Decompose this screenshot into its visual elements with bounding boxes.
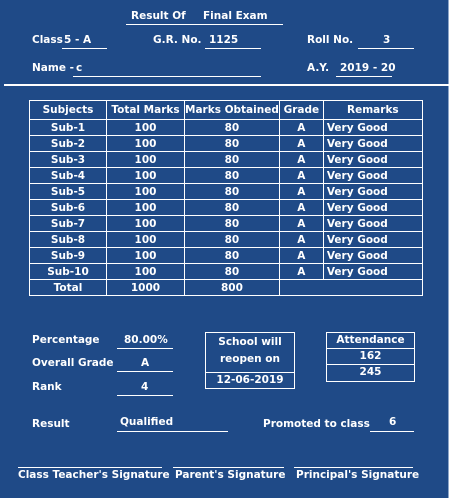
- col-marks-obtained: Marks Obtained: [185, 101, 280, 120]
- table-row: [30, 152, 423, 168]
- class-teacher-signature: Class Teacher's Signature: [18, 469, 170, 481]
- remark-cell: Very Good: [323, 120, 422, 136]
- total-cell: 100: [107, 136, 185, 152]
- ay-underline: [336, 76, 392, 77]
- remark-cell: Very Good: [323, 200, 422, 216]
- class-underline: [62, 48, 107, 49]
- total-cell: 100: [107, 152, 185, 168]
- remark-cell: Very Good: [323, 232, 422, 248]
- total-cell: 100: [107, 120, 185, 136]
- grade-cell: A: [279, 136, 323, 152]
- rank-label: Rank: [32, 381, 62, 393]
- attendance-divider-1: [327, 348, 414, 349]
- parent-signature: Parent's Signature: [175, 469, 286, 481]
- obtained-cell: 80: [185, 152, 280, 168]
- total-cell: 100: [107, 200, 185, 216]
- obtained-cell: 80: [185, 216, 280, 232]
- table-row: [30, 200, 423, 216]
- attendance-divider-2: [327, 364, 414, 365]
- reopen-line2: reopen on: [220, 353, 280, 365]
- obtained-cell: 80: [185, 168, 280, 184]
- table-row: [30, 248, 423, 264]
- reopen-date: 12-06-2019: [216, 374, 284, 386]
- rank-underline: [117, 395, 173, 396]
- promoted-underline: [370, 431, 414, 432]
- attendance-label: Attendance: [336, 334, 405, 346]
- col-total-marks: Total Marks: [107, 101, 185, 120]
- obtained-cell: 80: [185, 136, 280, 152]
- grade-cell: A: [279, 168, 323, 184]
- obtained-cell: 80: [185, 200, 280, 216]
- remark-cell: Very Good: [323, 184, 422, 200]
- gr-value: 1125: [209, 34, 239, 46]
- roll-underline: [358, 48, 414, 49]
- total-cell: 100: [107, 184, 185, 200]
- table-row: [30, 232, 423, 248]
- header-divider: [4, 84, 449, 86]
- class-value: 5 - A: [64, 34, 92, 46]
- table-row: [30, 120, 423, 136]
- principal-sign-line: [294, 467, 413, 468]
- grade-cell: A: [279, 232, 323, 248]
- attendance-total: 245: [359, 366, 382, 378]
- obtained-cell: 80: [185, 120, 280, 136]
- total-row-blank: [279, 280, 422, 296]
- total-cell: 100: [107, 216, 185, 232]
- total-marks-sum: 1000: [107, 280, 185, 296]
- attendance-present: 162: [359, 350, 382, 362]
- table-row: [30, 168, 423, 184]
- ay-value: 2019 - 20: [340, 62, 396, 74]
- subject-cell: Sub-9: [30, 248, 107, 264]
- rank-value: 4: [141, 381, 149, 393]
- exam-name: Final Exam: [203, 10, 268, 22]
- obtained-cell: 80: [185, 248, 280, 264]
- total-row: [30, 280, 423, 296]
- result-value: Qualified: [120, 416, 174, 428]
- grade-cell: A: [279, 152, 323, 168]
- parent-sign-line: [173, 467, 284, 468]
- result-of-label: Result Of: [131, 10, 186, 22]
- overall-grade-label: Overall Grade: [32, 357, 114, 369]
- result-label: Result: [32, 418, 70, 430]
- percentage-value: 80.00%: [124, 334, 168, 346]
- grade-cell: A: [279, 184, 323, 200]
- subject-cell: Sub-10: [30, 264, 107, 280]
- table-row: [30, 216, 423, 232]
- class-label: Class: [32, 34, 63, 46]
- overall-grade-value: A: [141, 357, 150, 369]
- ay-label: A.Y.: [307, 62, 330, 74]
- attendance-box: [326, 332, 415, 382]
- grade-cell: A: [279, 248, 323, 264]
- grade-cell: A: [279, 216, 323, 232]
- reopen-divider: [206, 372, 294, 373]
- total-cell: 100: [107, 232, 185, 248]
- marks-table-header: [30, 101, 423, 120]
- table-row: [30, 184, 423, 200]
- promoted-value: 6: [389, 416, 397, 428]
- roll-value: 3: [383, 34, 391, 46]
- table-row: [30, 136, 423, 152]
- col-remarks: Remarks: [323, 101, 422, 120]
- subject-cell: Sub-1: [30, 120, 107, 136]
- col-subjects: Subjects: [30, 101, 107, 120]
- total-label: Total: [30, 280, 107, 296]
- total-cell: 100: [107, 168, 185, 184]
- obtained-cell: 80: [185, 232, 280, 248]
- marks-obtained-sum: 800: [185, 280, 280, 296]
- grade-cell: A: [279, 120, 323, 136]
- gr-underline: [205, 48, 261, 49]
- total-cell: 100: [107, 264, 185, 280]
- class-teacher-sign-line: [18, 467, 162, 468]
- result-underline: [117, 431, 228, 432]
- name-label: Name -: [32, 62, 74, 74]
- subject-cell: Sub-4: [30, 168, 107, 184]
- col-grade: Grade: [279, 101, 323, 120]
- subject-cell: Sub-3: [30, 152, 107, 168]
- remark-cell: Very Good: [323, 168, 422, 184]
- subject-cell: Sub-2: [30, 136, 107, 152]
- name-value: c: [76, 62, 83, 74]
- total-cell: 100: [107, 248, 185, 264]
- remark-cell: Very Good: [323, 152, 422, 168]
- reopen-line1: School will: [218, 336, 282, 348]
- subject-cell: Sub-6: [30, 200, 107, 216]
- reopen-box: [205, 332, 295, 389]
- remark-cell: Very Good: [323, 248, 422, 264]
- subject-cell: Sub-5: [30, 184, 107, 200]
- overall-grade-underline: [117, 371, 173, 372]
- obtained-cell: 80: [185, 264, 280, 280]
- remark-cell: Very Good: [323, 136, 422, 152]
- grade-cell: A: [279, 264, 323, 280]
- gr-label: G.R. No.: [153, 34, 202, 46]
- subject-cell: Sub-8: [30, 232, 107, 248]
- remark-cell: Very Good: [323, 264, 422, 280]
- roll-label: Roll No.: [307, 34, 354, 46]
- principal-signature: Principal's Signature: [296, 469, 420, 481]
- grade-cell: A: [279, 200, 323, 216]
- remark-cell: Very Good: [323, 216, 422, 232]
- name-underline: [73, 76, 261, 77]
- percentage-label: Percentage: [32, 334, 100, 346]
- percentage-underline: [117, 348, 173, 349]
- promoted-label: Promoted to class: [263, 418, 370, 430]
- obtained-cell: 80: [185, 184, 280, 200]
- subject-cell: Sub-7: [30, 216, 107, 232]
- title-underline: [126, 24, 283, 25]
- table-row: [30, 264, 423, 280]
- marks-table: [29, 100, 423, 296]
